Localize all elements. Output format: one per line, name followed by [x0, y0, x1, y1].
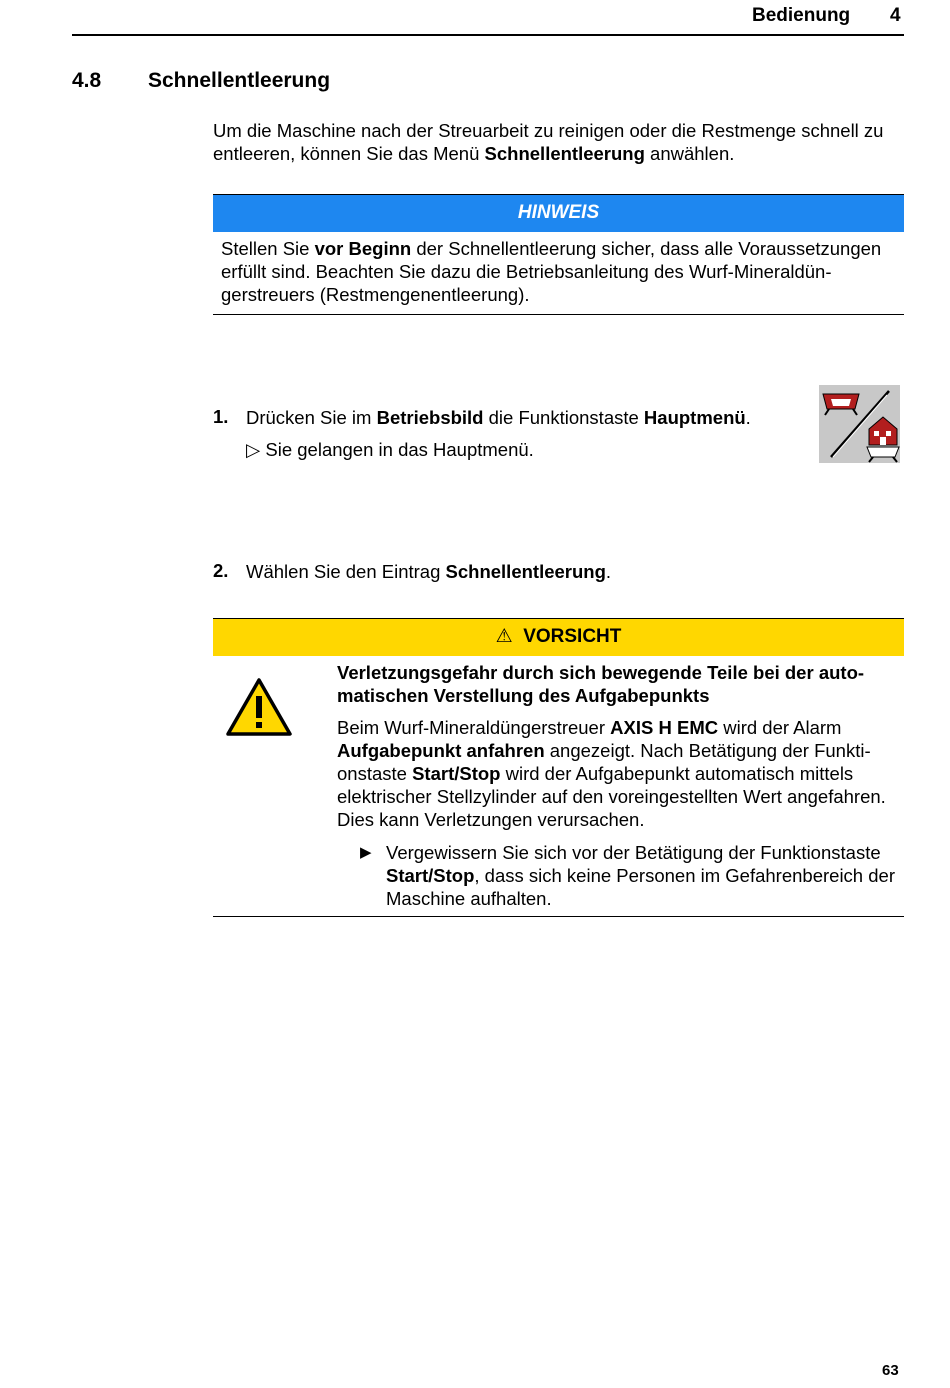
action-arrow-icon: ▶	[360, 844, 372, 861]
header-divider	[72, 34, 904, 36]
result-arrow-icon: ▷	[246, 439, 261, 460]
step-1-text: Drücken Sie im Betriebsbild die Funktionstaste Hauptmenü.	[246, 407, 751, 428]
section-title: Schnellentleerung	[148, 69, 331, 92]
vorsicht-action: Vergewissern Sie sich vor der Betätigung der Funktionstaste Start/Stop, dass sich keine Personen im Gefahrenbereich der Maschine aufhalten.	[386, 842, 895, 909]
hauptmenu-key-icon	[819, 385, 900, 463]
vorsicht-heading: Verletzungsgefahr durch sich bewegende Teile bei der automatischen Verstellung des Aufgabepunkts	[337, 662, 865, 706]
chapter-title: Bedienung	[752, 5, 851, 26]
chapter-number: 4	[890, 5, 901, 26]
warning-small-icon: ⚠	[495, 626, 513, 647]
section-number: 4.8	[72, 69, 102, 92]
hinweis-banner: HINWEIS	[213, 194, 904, 232]
vorsicht-banner: ⚠ VORSICHT	[213, 618, 904, 656]
vorsicht-divider	[213, 916, 904, 917]
hinweis-text: Stellen Sie vor Beginn der Schnellentleerung sicher, dass alle Voraussetzungen erfüllt sind. Beachten Sie dazu die Betriebsanleitung des Wurf-Mineraldüngerstreuers (Restmengenentleerung).	[221, 238, 882, 305]
page-number: 63	[882, 1362, 899, 1379]
intro-paragraph: Um die Maschine nach der Streuarbeit zu reinigen oder die Restmenge schnell zu entleeren, können Sie das Menü Schnellentleerung anwählen.	[213, 120, 884, 164]
step-2-text: Wählen Sie den Eintrag Schnellentleerung.	[246, 561, 612, 582]
hinweis-divider	[213, 314, 904, 315]
vorsicht-body: Beim Wurf-Mineraldüngerstreuer AXIS H EMC wird der Alarm Aufgabepunkt anfahren angezeigt. Nach Betätigung der Funktionstaste Start/Stop wird der Aufgabepunkt automatisch mittels elektrischer Stellzylinder auf den voreingestellten Wert angefahren. Dies kann Verletzungen verursachen.	[337, 717, 886, 830]
step-2-number: 2.	[213, 560, 229, 581]
step-1-number: 1.	[213, 406, 229, 427]
step-1-result: ▷ Sie gelangen in das Hauptmenü.	[246, 439, 534, 460]
warning-triangle-icon	[224, 676, 294, 740]
